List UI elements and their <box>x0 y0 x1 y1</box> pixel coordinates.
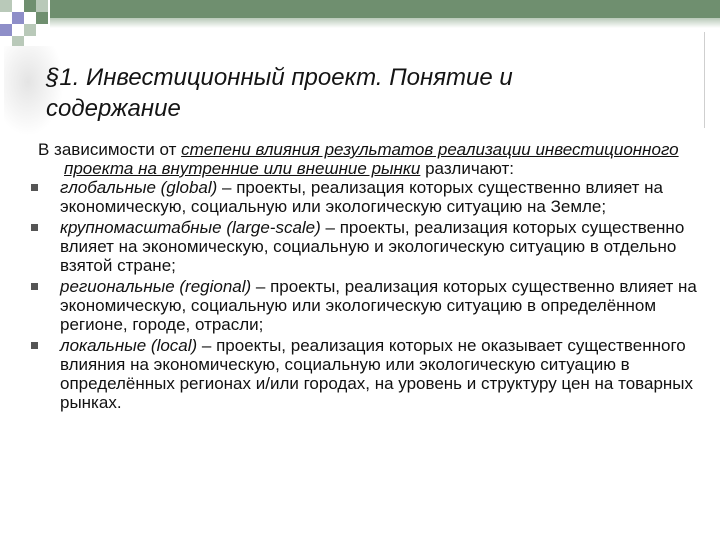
intro-suffix: различают: <box>420 159 515 178</box>
item-term: крупномасштабные (large-scale) <box>60 218 321 237</box>
square-bullet-icon <box>31 184 38 191</box>
list-item <box>28 336 714 412</box>
item-term: глобальные (global) <box>60 178 218 197</box>
slide-title: §1. Инвестиционный проект. Понятие и содержание <box>46 64 513 122</box>
item-text: – проекты, реализация которых существенно влияет на экономическую, социальную и экологическую ситуацию в отдельно взятой стране; <box>60 218 685 275</box>
list-item <box>28 218 714 275</box>
item-term: локальные (local) <box>60 336 198 355</box>
item-text: – проекты, реализация которых не оказывает существенного влияния на экономическую, социальную или экологическую ситуацию в определённых регионах и/или городах, на уровень и структуру цен на товарных рынках. <box>60 336 694 412</box>
list-item <box>28 178 714 216</box>
intro-criterion: степени влияния результатов реализации инвестиционного проекта на внутренние или внешние рынки <box>64 140 679 178</box>
intro-prefix: В зависимости от <box>38 140 182 159</box>
item-term: региональные (regional) <box>60 277 252 296</box>
list-item <box>28 277 714 334</box>
square-bullet-icon <box>31 283 38 290</box>
square-bullet-icon <box>31 342 38 349</box>
intro-paragraph <box>28 140 714 178</box>
top-decor-bar <box>50 0 720 18</box>
square-bullet-icon <box>31 224 38 231</box>
item-text: – проекты, реализация которых существенно влияет на экономическую, социальную или экологическую ситуацию в определённом регионе, городе, отрасли; <box>60 277 697 334</box>
top-decor-fade <box>50 18 720 28</box>
slide-body <box>28 140 714 414</box>
item-text: – проекты, реализация которых существенно влияет на экономическую, социальную или экологическую ситуацию на Земле; <box>60 178 664 216</box>
project-types-list <box>28 178 714 412</box>
